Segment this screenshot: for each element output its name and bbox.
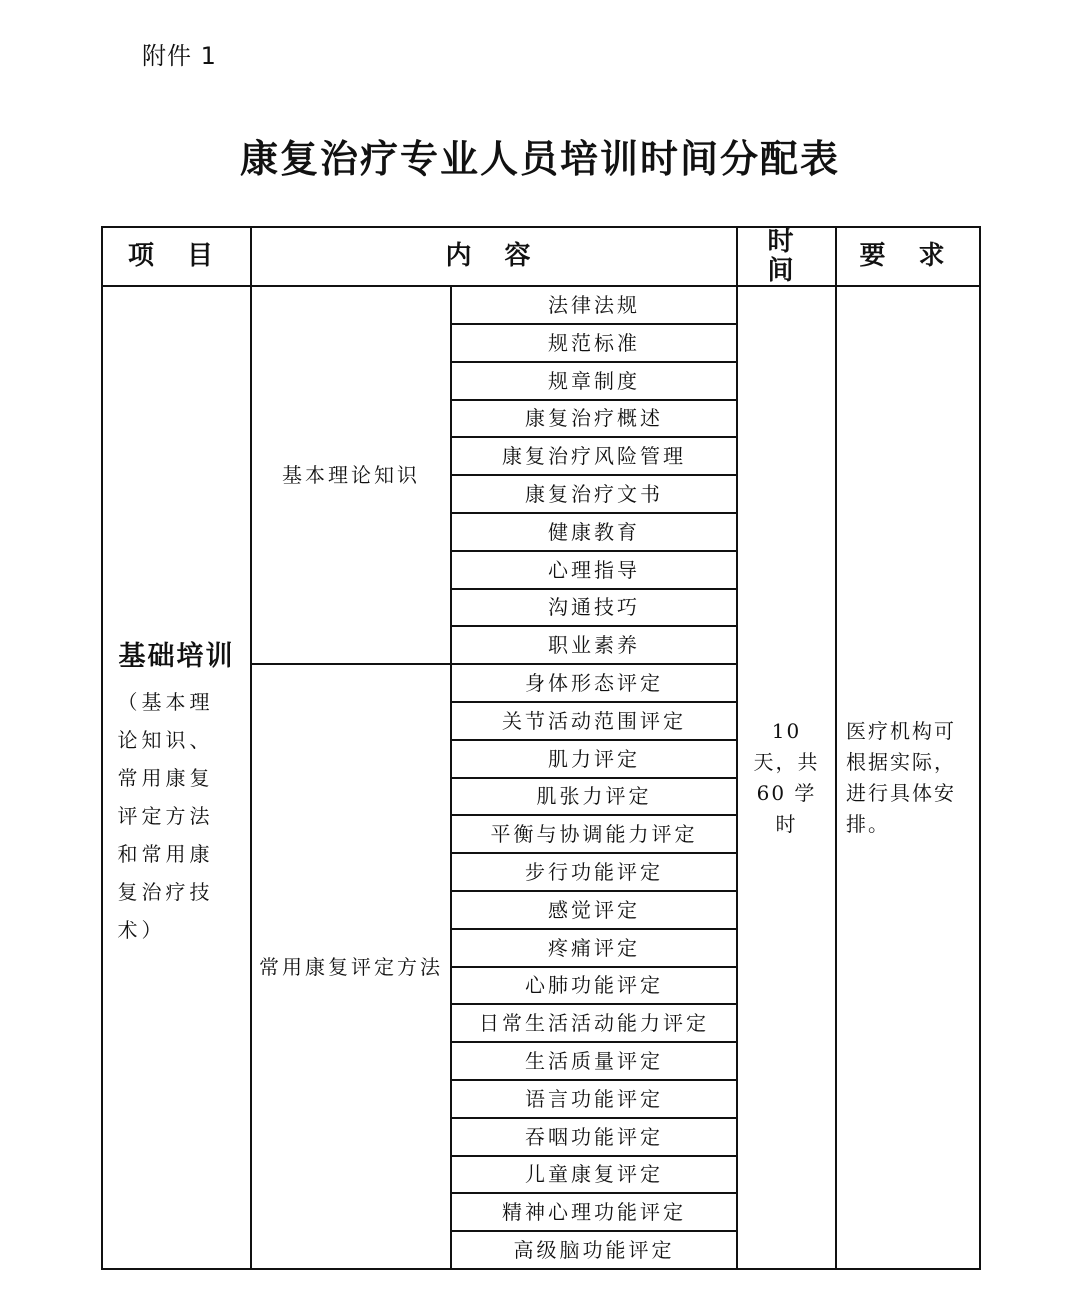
content-item: 康复治疗文书 (451, 475, 737, 513)
content-item: 身体形态评定 (451, 664, 737, 702)
training-schedule-table (101, 226, 981, 1270)
project-cell (102, 286, 251, 1269)
content-item: 精神心理功能评定 (451, 1193, 737, 1231)
time-value: 10 天，共 60 学时 (753, 718, 820, 836)
content-item: 关节活动范围评定 (451, 702, 737, 740)
requirement-value: 医疗机构可根据实际，进行具体安排。 (846, 718, 956, 836)
project-description: （基本理论知识、常用康复评定方法和常用康复治疗技术） (117, 690, 214, 943)
content-item: 法律法规 (451, 286, 737, 324)
content-item: 步行功能评定 (451, 853, 737, 891)
content-item: 康复治疗风险管理 (451, 437, 737, 475)
content-item: 儿童康复评定 (451, 1156, 737, 1194)
content-item: 感觉评定 (451, 891, 737, 929)
table-header-row (102, 227, 980, 286)
content-item: 吞咽功能评定 (451, 1118, 737, 1156)
content-item: 职业素养 (451, 626, 737, 664)
content-item: 肌力评定 (451, 740, 737, 778)
content-item: 沟通技巧 (451, 589, 737, 627)
content-item: 规范标准 (451, 324, 737, 362)
content-item: 健康教育 (451, 513, 737, 551)
content-item: 规章制度 (451, 362, 737, 400)
category-cell: 常用康复评定方法 (251, 664, 451, 1269)
time-cell (737, 286, 836, 1269)
header-requirement: 要 求 (836, 227, 980, 286)
header-project: 项 目 (102, 227, 251, 286)
content-item: 心理指导 (451, 551, 737, 589)
header-content: 内 容 (251, 227, 737, 286)
header-time: 时 间 (737, 227, 836, 286)
requirement-cell (836, 286, 980, 1269)
content-item: 高级脑功能评定 (451, 1231, 737, 1269)
content-item: 生活质量评定 (451, 1042, 737, 1080)
project-name: 基础培训 (118, 640, 235, 672)
content-item: 平衡与协调能力评定 (451, 815, 737, 853)
attachment-label: 附件 1 (142, 42, 217, 70)
content-item: 语言功能评定 (451, 1080, 737, 1118)
content-item: 日常生活活动能力评定 (451, 1004, 737, 1042)
category-cell: 基本理论知识 (251, 286, 451, 664)
table-row (102, 286, 980, 324)
content-item: 疼痛评定 (451, 929, 737, 967)
page-title: 康复治疗专业人员培训时间分配表 (239, 137, 840, 181)
content-item: 肌张力评定 (451, 778, 737, 816)
content-item: 康复治疗概述 (451, 400, 737, 438)
content-item: 心肺功能评定 (451, 967, 737, 1005)
